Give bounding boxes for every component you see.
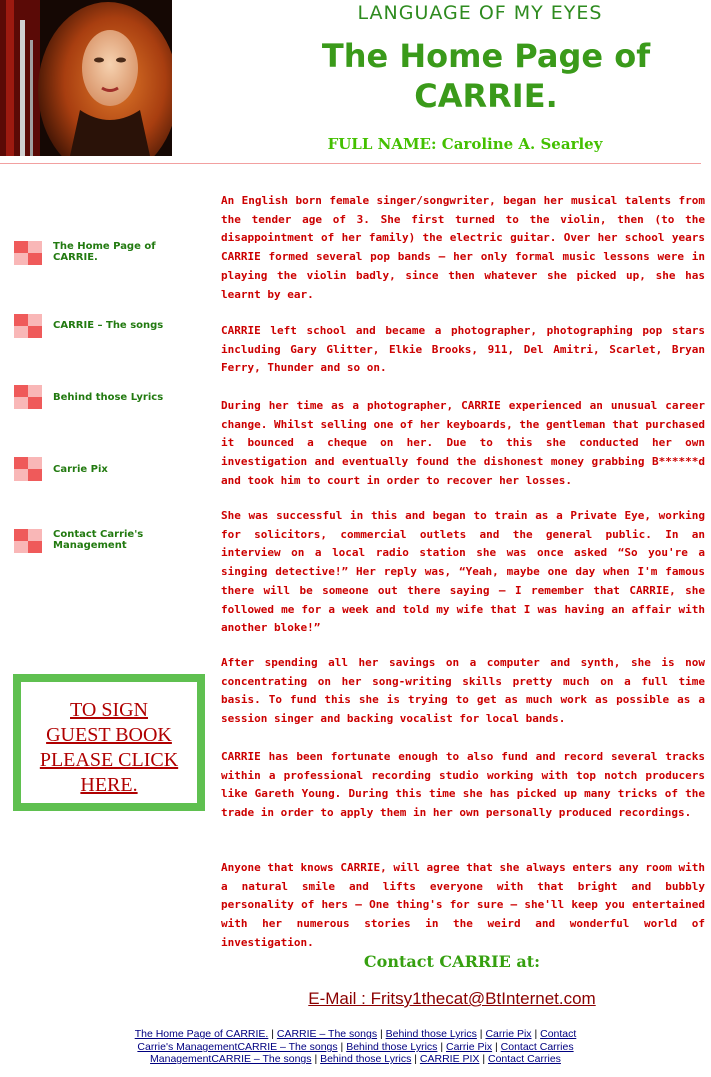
guestbook-link[interactable]: [21, 698, 197, 798]
nav-item-lyrics[interactable]: [14, 385, 193, 409]
bio-paragraph: She was successful in this and began to train as a Private Eye, working for solicitors, commercial outlets and the general public. In an interview on a local radio station she was once asked “So you're a singing detective!” Her reply was, “Yeah, maybe one day when I'm famous there will be someone out there saying – I remember that CARRIE, she followed me for a week and told my wife that I was having an affair with another bloke!”: [221, 509, 705, 635]
footer-link-management-songs[interactable]: ManagementCARRIE – The songs: [150, 1053, 312, 1065]
footer-separator: |: [268, 1028, 277, 1040]
footer-link-home[interactable]: The Home Page of CARRIE.: [134, 1028, 269, 1040]
nav-item-label: The Home Page of CARRIE.: [53, 241, 156, 263]
footer-separator: |: [437, 1041, 446, 1053]
red-checker-bullet-icon: [14, 385, 42, 409]
bio-paragraph: Anyone that knows CARRIE, will agree that she always enters any room with a natural smile and lifts everyone with that bright and bubbly personality of hers – One thing's for sure – she'll keep you entertained with her numerous stories in the weird and wonderful world of investigation.: [221, 861, 705, 949]
footer-separator: |: [311, 1053, 321, 1065]
nav-item-label: Contact Carrie's Management: [53, 529, 144, 551]
footer-separator: |: [476, 1028, 486, 1040]
footer-link-pix[interactable]: CARRIE PIX: [419, 1053, 480, 1065]
footer-link-songs[interactable]: CARRIE – The songs: [276, 1028, 378, 1040]
footer-separator: |: [492, 1041, 501, 1053]
bio-paragraph: After spending all her savings on a computer and synth, she is now concentrating on her song-writing skills pretty much on a full time basis. To fund this she is trying to get as much work as possible as a session singer and backing vocalist for local bands.: [221, 656, 705, 726]
footer-separator: |: [337, 1041, 347, 1053]
page-title: [236, 36, 711, 116]
page-title-line1: The Home Page of: [321, 37, 651, 75]
nav-item-contact[interactable]: [14, 529, 173, 553]
guestbook-line: HERE.: [80, 774, 138, 796]
guestbook-line: TO SIGN: [70, 699, 148, 721]
email-link[interactable]: E-Mail : Fritsy1thecat@BtInternet.com: [308, 989, 596, 1008]
page-title-line2: CARRIE.: [414, 77, 558, 115]
nav-item-home[interactable]: [14, 241, 193, 265]
nav-item-label: CARRIE – The songs: [53, 320, 164, 331]
footer-links-row-3: [0, 1053, 711, 1065]
nav-item-songs[interactable]: [14, 314, 193, 338]
bio-paragraph: CARRIE left school and became a photographer, photographing pop stars including Gary Glitter, Elkie Brooks, 911, Del Amitri, Scarlet, Bryan Ferry, Thunder and so on.: [221, 324, 705, 375]
carrie-portrait-image: [0, 0, 172, 156]
red-checker-bullet-icon: [14, 314, 42, 338]
footer-link-contact[interactable]: Contact: [540, 1028, 577, 1040]
footer-link-lyrics[interactable]: Behind those Lyrics: [320, 1053, 412, 1065]
footer-links-row-2: [0, 1041, 711, 1053]
site-tagline: LANGUAGE OF MY EYES: [357, 2, 603, 24]
footer-link-pix[interactable]: Carrie Pix: [446, 1041, 493, 1053]
full-name-label: FULL NAME: Caroline A. Searley: [327, 135, 603, 153]
footer-link-lyrics[interactable]: Behind those Lyrics: [346, 1041, 438, 1053]
nav-item-label: Carrie Pix: [53, 464, 108, 475]
footer-link-management-songs[interactable]: Carrie's ManagementCARRIE – The songs: [137, 1041, 338, 1053]
footer-separator: |: [531, 1028, 541, 1040]
nav-item-pix[interactable]: [14, 457, 193, 481]
red-checker-bullet-icon: [14, 529, 42, 553]
guestbook-line: PLEASE CLICK: [39, 749, 179, 771]
footer-link-contact[interactable]: Contact Carries: [487, 1053, 561, 1065]
footer-link-pix[interactable]: Carrie Pix: [485, 1028, 532, 1040]
guestbook-line: GUEST BOOK: [46, 724, 172, 746]
footer-separator: |: [377, 1028, 386, 1040]
bio-paragraph: CARRIE has been fortunate enough to also fund and record several tracks within a professional recording studio working with top notch producers like Gareth Young. During this time she has picked up many tricks of the trade in order to apply them in her own personally produced recordings.: [221, 750, 705, 820]
guestbook-link-box[interactable]: [13, 674, 205, 811]
nav-item-label: Behind those Lyrics: [53, 392, 164, 403]
footer-separator: |: [479, 1053, 488, 1065]
footer-link-contact[interactable]: Contact Carries: [500, 1041, 574, 1053]
bio-paragraph: An English born female singer/songwriter, began her musical talents from the tender age of 3. She first turned to the violin, then (to the disappointment of her family) the electric guitar. Over her school years CARRIE formed several pop bands – her only formal music lessons were in playing the violin badly, since then whatever she picked up, she has learnt by ear.: [221, 194, 705, 301]
red-checker-bullet-icon: [14, 241, 42, 265]
bio-paragraph: During her time as a photographer, CARRIE experienced an unusual career change. Whilst selling one of her keyboards, the gentleman that purchased it bounced a cheque on her. Due to this she conducted her own investigation and eventually found the dishonest money grabbing B******d and took him to court in order to recover her losses.: [221, 399, 705, 487]
footer-link-lyrics[interactable]: Behind those Lyrics: [385, 1028, 477, 1040]
portrait-illustration: [0, 0, 172, 156]
contact-heading: Contact CARRIE at:: [363, 952, 541, 971]
footer-links-row-1: [0, 1028, 711, 1040]
footer-separator: |: [411, 1053, 420, 1065]
red-checker-bullet-icon: [14, 457, 42, 481]
header-divider: [0, 163, 701, 164]
